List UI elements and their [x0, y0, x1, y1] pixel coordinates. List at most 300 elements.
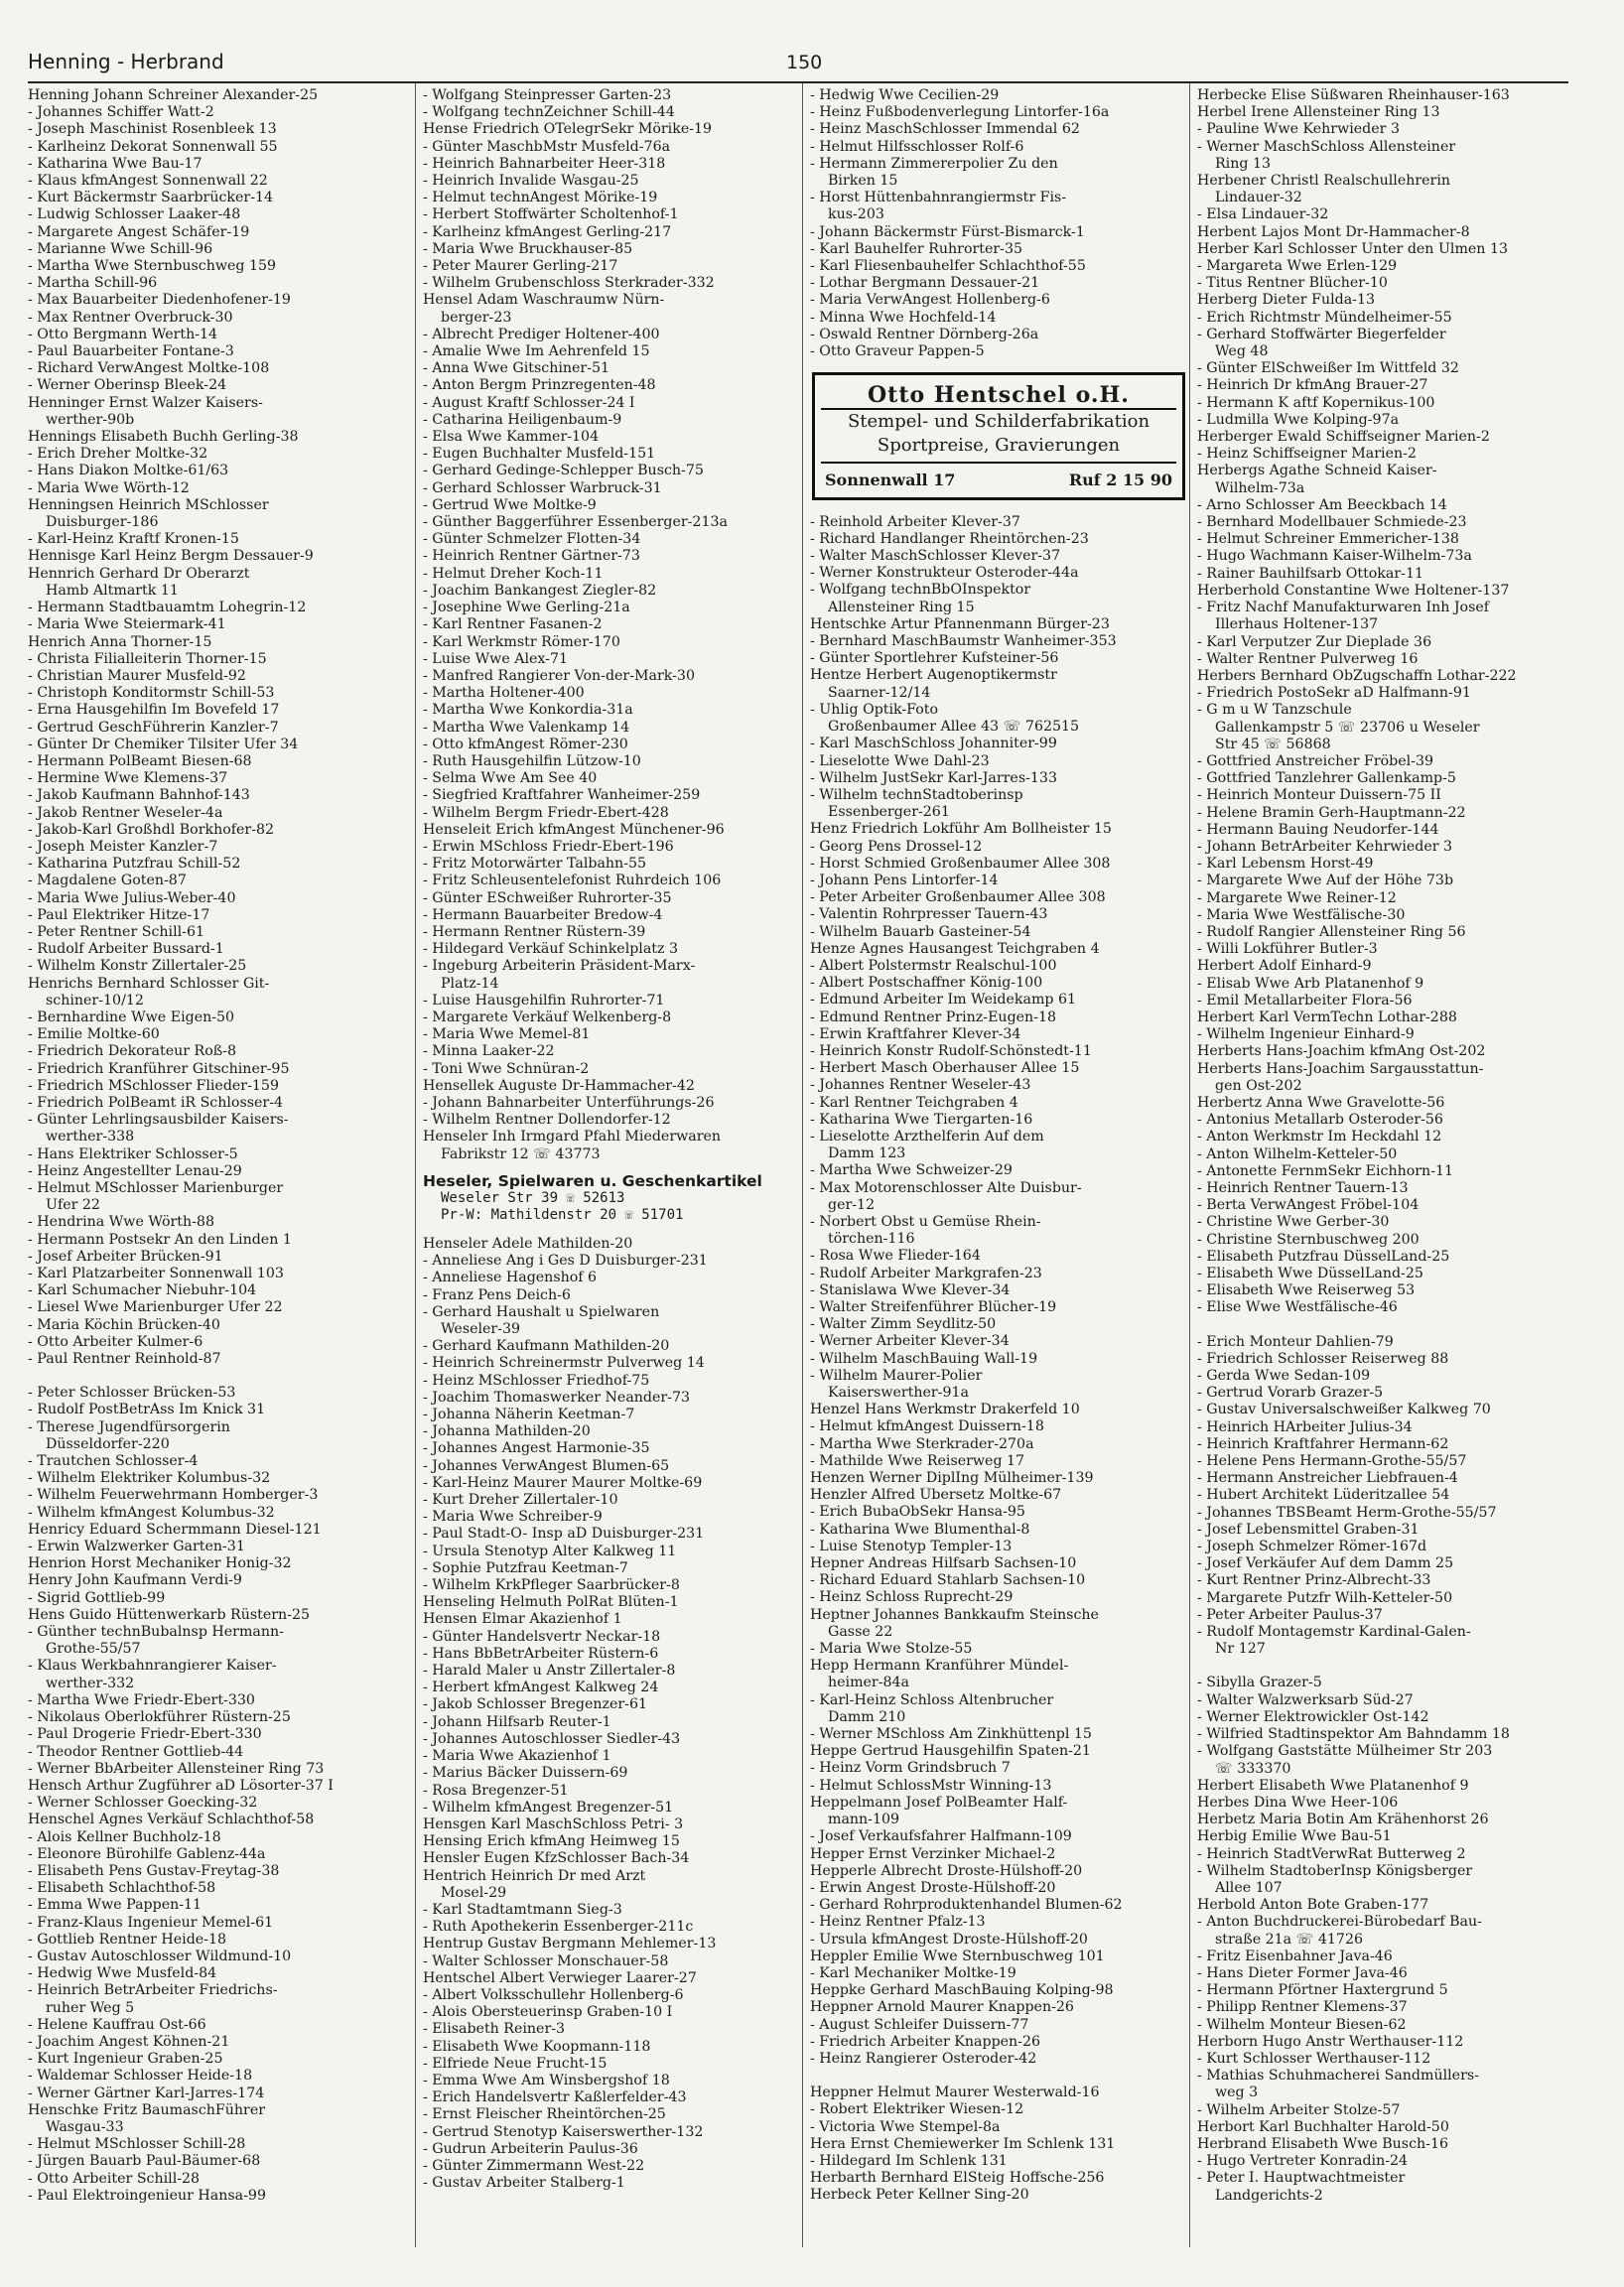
directory-entry: - Ernst Fleischer Rheintörchen-25 — [423, 2106, 666, 2123]
directory-entry: Herbort Karl Buchhalter Harold-50 — [1197, 2118, 1449, 2135]
directory-entry: - Martha Holtener-400 — [423, 685, 585, 702]
directory-entry: - Katharina Wwe Tiergarten-16 — [810, 1111, 1033, 1128]
directory-entry: - Christa Filialleiterin Thorner-15 — [28, 650, 267, 667]
directory-entry: - Wilhelm StadtoberInsp Königsberger — [1197, 1862, 1473, 1879]
directory-entry: Henrichs Bernhard Schlosser Git- — [28, 975, 270, 992]
entry-continuation: Weg 48 — [1215, 343, 1269, 360]
directory-entry: - Paul Elektroingenieur Hansa-99 — [28, 2187, 266, 2204]
directory-entry: - Marianne Wwe Schill-96 — [28, 240, 213, 257]
directory-entry: Hepp Hermann Kranführer Mündel- — [810, 1658, 1069, 1675]
directory-entry: - Josef Lebensmittel Graben-31 — [1197, 1521, 1420, 1538]
directory-entry: - Elsa Lindauer-32 — [1197, 206, 1329, 223]
entry-continuation: Wilhelm-73a — [1215, 479, 1305, 496]
directory-entry: - Hedwig Wwe Cecilien-29 — [810, 87, 1000, 103]
directory-entry: - Heinz Schloss Ruprecht-29 — [810, 1589, 1014, 1606]
directory-entry: - Bernhardine Wwe Eigen-50 — [28, 1009, 235, 1025]
directory-entry: - Gustav Universalschweißer Kalkweg 70 — [1197, 1402, 1491, 1418]
directory-entry: - Wilhelm kfmAngest Bregenzer-51 — [423, 1799, 674, 1816]
entry-continuation: schiner-10/12 — [46, 992, 144, 1009]
directory-entry: Hensing Erich kfmAng Heimweg 15 — [423, 1833, 680, 1850]
directory-entry: - Maria Wwe Schreiber-9 — [423, 1509, 603, 1526]
directory-entry: - Erich Richtmstr Mündelheimer-55 — [1197, 309, 1452, 326]
directory-entry: - Hubert Architekt Lüderitzallee 54 — [1197, 1487, 1450, 1504]
directory-entry: - Josef Arbeiter Brücken-91 — [28, 1248, 223, 1265]
directory-entry: - Gerda Wwe Sedan-109 — [1197, 1368, 1371, 1385]
directory-entry: - Karl Verputzer Zur Dieplade 36 — [1197, 633, 1432, 650]
directory-entry: Henze Agnes Hausangest Teichgraben 4 — [810, 940, 1100, 957]
column-divider — [802, 83, 803, 2247]
directory-entry: - Kurt Rentner Prinz-Albrecht-33 — [1197, 1572, 1431, 1589]
entry-continuation: Gallenkampstr 5 ☏ 23706 u Weseler — [1215, 719, 1480, 736]
directory-entry: - Karl-Heinz Maurer Maurer Moltke-69 — [423, 1474, 703, 1491]
directory-entry: Henseling Helmuth PolRat Blüten-1 — [423, 1594, 679, 1611]
directory-entry: - Margarete Verkäuf Welkenberg-8 — [423, 1009, 672, 1025]
directory-entry: - Johann Hilfsarb Reuter-1 — [423, 1713, 611, 1730]
directory-entry: - Nikolaus Oberlokführer Rüstern-25 — [28, 1709, 291, 1726]
directory-entry: Hensgen Karl MaschSchloss Petri- 3 — [423, 1816, 684, 1832]
directory-entry: - Herbert Masch Oberhauser Allee 15 — [810, 1060, 1080, 1077]
directory-entry: - Wilhelm Grubenschloss Sterkrader-332 — [423, 275, 715, 292]
directory-entry: - Johannes Autoschlosser Siedler-43 — [423, 1730, 681, 1747]
directory-entry: - Peter Maurer Gerling-217 — [423, 258, 618, 275]
ad-address: Sonnenwall 17 — [825, 471, 956, 490]
directory-entry: - Gerhard Kaufmann Mathilden-20 — [423, 1338, 670, 1355]
directory-entry: - Arno Schlosser Am Beeckbach 14 — [1197, 496, 1447, 513]
directory-entry: Hepner Andreas Hilfsarb Sachsen-10 — [810, 1555, 1077, 1572]
directory-entry: - Johann Bäckermstr Fürst-Bismarck-1 — [810, 223, 1085, 240]
directory-entry: - Mathias Schuhmacherei Sandmüllers- — [1197, 2068, 1479, 2085]
directory-entry: - Friedrich PostoSekr aD Halfmann-91 — [1197, 685, 1471, 702]
directory-entry: - Willi Lokführer Butler-3 — [1197, 941, 1378, 958]
directory-entry: - Ludwig Schlosser Laaker-48 — [28, 206, 241, 223]
directory-entry: - Marius Bäcker Duissern-69 — [423, 1765, 628, 1782]
directory-entry: Heppelmann Josef PolBeamter Half- — [810, 1794, 1068, 1811]
directory-entry: - Karl Mechaniker Moltke-19 — [810, 1964, 1016, 1981]
directory-entry: - Luise Wwe Alex-71 — [423, 650, 568, 667]
directory-entry: - Maria Wwe Memel-81 — [423, 1026, 591, 1043]
directory-entry: - Franz-Klaus Ingenieur Memel-61 — [28, 1914, 274, 1931]
column-2-entries-a — [423, 87, 800, 1163]
directory-entry: - Helene Pens Hermann-Grothe-55/57 — [1197, 1453, 1467, 1470]
directory-entry: - Bernhard Modellbauer Schmiede-23 — [1197, 514, 1467, 531]
directory-entry: - Richard VerwAngest Moltke-108 — [28, 360, 270, 377]
directory-entry: - Anneliese Hagenshof 6 — [423, 1270, 598, 1286]
directory-entry: - Johann BetrArbeiter Kehrwieder 3 — [1197, 838, 1453, 855]
directory-entry: - Erich Dreher Moltke-32 — [28, 446, 208, 463]
directory-entry: - Margarete Putzfr Wilh-Ketteler-50 — [1197, 1589, 1453, 1606]
directory-entry: - Helmut SchlossMstr Winning-13 — [810, 1777, 1052, 1794]
directory-column-3 — [810, 87, 1187, 2205]
directory-entry: - Joseph Meister Kanzler-7 — [28, 838, 218, 855]
directory-entry: - Ingeburg Arbeiterin Präsident-Marx- — [423, 958, 696, 975]
directory-entry: - Otto Arbeiter Kulmer-6 — [28, 1333, 203, 1350]
directory-entry: Herbig Emilie Wwe Bau-51 — [1197, 1828, 1392, 1845]
directory-entry: - Martha Wwe Konkordia-31a — [423, 702, 633, 719]
directory-entry: - Heinrich Dr kfmAng Brauer-27 — [1197, 377, 1428, 394]
directory-entry: - Wilhelm Arbeiter Stolze-57 — [1197, 2101, 1401, 2118]
directory-entry: - Werner MaschSchloss Allensteiner — [1197, 138, 1456, 155]
directory-entry: - Werner Schlosser Goecking-32 — [28, 1795, 258, 1812]
directory-entry: - Jakob Kaufmann Bahnhof-143 — [28, 787, 250, 804]
directory-entry: - Elisabeth Schlachthof-58 — [28, 1880, 216, 1897]
directory-entry: - Werner Konstrukteur Osteroder-44a — [810, 565, 1079, 582]
directory-entry: - Uhlig Optik-Foto — [810, 701, 939, 718]
entry-continuation: Kaiserswerther-91a — [828, 1385, 969, 1402]
directory-entry: - Martha Schill-96 — [28, 275, 158, 292]
directory-entry: - Hermann PolBeamt Biesen-68 — [28, 752, 252, 769]
directory-entry: - Ursula Stenotyp Alter Kalkweg 11 — [423, 1543, 677, 1559]
directory-entry: Heppner Arnold Maurer Knappen-26 — [810, 1999, 1074, 2016]
entry-continuation: Grothe-55/57 — [46, 1641, 141, 1658]
entry-continuation: ruher Weg 5 — [46, 1999, 135, 2016]
directory-entry: - Erich Handelsvertr Kaßlerfelder-43 — [423, 2089, 687, 2106]
directory-entry: - Wolfgang technBbOInspektor — [810, 582, 1031, 599]
directory-entry: Hennrich Gerhard Dr Oberarzt — [28, 565, 250, 582]
directory-entry: - Minna Laaker-22 — [423, 1043, 555, 1060]
entry-continuation: törchen-116 — [828, 1231, 915, 1248]
directory-entry: - Elisabeth Wwe Koopmann-118 — [423, 2038, 651, 2055]
directory-entry: - Karlheinz Dekorat Sonnenwall 55 — [28, 138, 278, 155]
directory-entry: - Lothar Bergmann Dessauer-21 — [810, 275, 1040, 292]
directory-entry: - Heinz Fußbodenverlegung Lintorfer-16a — [810, 104, 1110, 121]
directory-entry: - Karl Stadtamtmann Sieg-3 — [423, 1901, 622, 1918]
directory-entry: - Maria Köchin Brücken-40 — [28, 1316, 220, 1333]
entry-continuation: mann-109 — [828, 1812, 900, 1828]
directory-entry: - Paul Rentner Reinhold-87 — [28, 1351, 221, 1368]
directory-entry: - Fritz Nachf Manufakturwaren Inh Josef — [1197, 600, 1490, 616]
directory-entry: - Günter Schmelzer Flotten-34 — [423, 531, 641, 548]
directory-entry: - Horst Schmied Großenbaumer Allee 308 — [810, 855, 1111, 872]
directory-entry: Hensellek Auguste Dr-Hammacher-42 — [423, 1077, 695, 1094]
ad-line: Stempel- und Schilderfabrikation — [847, 411, 1150, 433]
directory-entry: - Martha Wwe Valenkamp 14 — [423, 719, 630, 736]
directory-entry: - Siegfried Kraftfahrer Wanheimer-259 — [423, 787, 701, 804]
directory-entry: - Wolfgang technZeichner Schill-44 — [423, 104, 675, 121]
directory-entry: - August Schleifer Duissern-77 — [810, 2016, 1029, 2033]
directory-entry: Henseleit Erich kfmAngest Münchener-96 — [423, 821, 725, 838]
directory-entry: - Hedwig Wwe Musfeld-84 — [28, 1965, 217, 1982]
directory-entry: - Bernhard MaschBaumstr Wanheimer-353 — [810, 633, 1117, 650]
directory-entry: - Fritz Schleusentelefonist Ruhrdeich 106 — [423, 873, 722, 889]
entry-continuation: Ufer 22 — [46, 1197, 100, 1214]
directory-entry: - Erwin Angest Droste-Hülshoff-20 — [810, 1879, 1056, 1896]
directory-entry: - Günther Baggerführer Essenberger-213a — [423, 514, 728, 531]
directory-entry: - Heinrich Monteur Duissern-75 II — [1197, 787, 1441, 804]
directory-entry: - Heinrich Konstr Rudolf-Schönstedt-11 — [810, 1042, 1092, 1059]
directory-entry: Henseler Inh Irmgard Pfahl Miederwaren — [423, 1129, 722, 1145]
directory-entry: - Christoph Konditormstr Schill-53 — [28, 685, 275, 702]
directory-entry: - Johanna Mathilden-20 — [423, 1423, 591, 1440]
directory-entry: Hentrup Gustav Bergmann Mehlemer-13 — [423, 1936, 717, 1952]
directory-entry: - Gudrun Arbeiterin Paulus-36 — [423, 2140, 638, 2157]
directory-entry: Herbers Bernhard ObZugschaffn Lothar-222 — [1197, 667, 1517, 684]
directory-entry: - Rudolf Montagemstr Kardinal-Galen- — [1197, 1624, 1471, 1641]
directory-entry: - Maria Wwe Stolze-55 — [810, 1641, 973, 1658]
directory-entry: - Paul Elektriker Hitze-17 — [28, 906, 210, 923]
directory-entry: - Hans Dieter Former Java-46 — [1197, 1964, 1408, 1981]
entry-continuation: kus-203 — [828, 206, 884, 223]
entry-continuation: heimer-84a — [828, 1675, 910, 1691]
directory-entry: - Friedrich Dekorateur Roß-8 — [28, 1043, 237, 1060]
directory-entry: - Heinz Rangierer Osteroder-42 — [810, 2050, 1037, 2067]
directory-entry: - Martha Wwe Sterkrader-270a — [810, 1435, 1034, 1452]
directory-entry: - Wilhelm Bauarb Gasteiner-54 — [810, 923, 1031, 940]
directory-entry: Herberts Hans-Joachim Sargausstattun- — [1197, 1060, 1484, 1077]
directory-entry: - Martha Wwe Friedr-Ebert-330 — [28, 1691, 255, 1708]
directory-entry: - Günter Zimmermann West-22 — [423, 2157, 645, 2174]
directory-entry: - Günter ESchweißer Ruhrorter-35 — [423, 889, 672, 906]
entry-continuation: ☏ 333370 — [1215, 1760, 1291, 1777]
directory-entry: - Richard Eduard Stahlarb Sachsen-10 — [810, 1572, 1086, 1589]
directory-entry: - Wilhelm technStadtoberinsp — [810, 786, 1023, 803]
directory-entry: Henschke Fritz BaumaschFührer — [28, 2101, 265, 2118]
directory-entry: - Hermine Wwe Klemens-37 — [28, 770, 228, 787]
directory-entry: - Karlheinz kfmAngest Gerling-217 — [423, 223, 672, 240]
directory-entry: Hentrich Heinrich Dr med Arzt — [423, 1867, 646, 1884]
directory-entry: - Peter Arbeiter Großenbaumer Allee 308 — [810, 889, 1106, 906]
directory-entry: - Alois Obersteuerinsp Graben-10 I — [423, 2004, 673, 2021]
directory-entry: - Peter Arbeiter Paulus-37 — [1197, 1606, 1383, 1623]
directory-entry: Henzler Alfred Übersetz Moltke-67 — [810, 1487, 1062, 1504]
directory-entry: - Johannes Rentner Weseler-43 — [810, 1077, 1031, 1094]
entry-continuation: Platz-14 — [441, 975, 499, 992]
directory-entry: - Wolfgang Gaststätte Mülheimer Str 203 — [1197, 1743, 1493, 1760]
directory-entry: - Hermann Postsekr An den Linden 1 — [28, 1231, 292, 1248]
directory-entry: - Johannes Angest Harmonie-35 — [423, 1440, 650, 1457]
directory-entry: - Emma Wwe Pappen-11 — [28, 1897, 203, 1914]
directory-entry: - Hermann Bauarbeiter Bredow-4 — [423, 906, 663, 923]
directory-entry: - Werner MSchloss Am Zinkhüttenpl 15 — [810, 1726, 1092, 1743]
directory-entry: Hense Friedrich OTelegrSekr Mörike-19 — [423, 121, 713, 138]
directory-entry: - Antonette FernmSekr Eichhorn-11 — [1197, 1162, 1454, 1179]
directory-entry: - Eleonore Bürohilfe Gablenz-44a — [28, 1845, 266, 1862]
column-2-entries-b — [423, 1236, 800, 2192]
directory-entry: - Wilhelm Maurer-Polier — [810, 1367, 983, 1384]
directory-entry: - Gertrud GeschFührerin Kanzler-7 — [28, 719, 279, 736]
column-divider — [1189, 83, 1190, 2247]
directory-entry: Henzen Werner DiplIng Mülheimer-139 — [810, 1470, 1094, 1487]
directory-entry: - Günter Handelsvertr Neckar-18 — [423, 1628, 661, 1645]
directory-entry: - Gerhard Schlosser Warbruck-31 — [423, 479, 662, 496]
directory-entry: - Elisabeth Reiner-3 — [423, 2021, 566, 2038]
business-listing-line: Weseler Str 39 ☏ 52613 — [441, 1190, 625, 1206]
directory-entry: - Wilhelm Bergm Friedr-Ebert-428 — [423, 804, 669, 821]
directory-entry: - Georg Pens Drossel-12 — [810, 838, 983, 855]
directory-entry: - Max Motorenschlosser Alte Duisbur- — [810, 1179, 1082, 1196]
directory-column-2 — [423, 87, 800, 2192]
entry-continuation: werther-332 — [46, 1675, 135, 1691]
directory-entry: - Horst Hüttenbahnrangiermstr Fis- — [810, 190, 1067, 206]
directory-entry: Heppke Gerhard MaschBauing Kolping-98 — [810, 1982, 1114, 1999]
directory-entry: - Titus Rentner Blücher-10 — [1197, 275, 1388, 292]
directory-entry: - Gertrud Vorarb Grazer-5 — [1197, 1385, 1384, 1402]
entry-continuation: Allensteiner Ring 15 — [828, 599, 975, 615]
directory-entry: - Franz Pens Deich-6 — [423, 1286, 571, 1303]
ad-footer — [821, 462, 1176, 488]
directory-entry: - Elisabeth Wwe Reiserweg 53 — [1197, 1282, 1416, 1299]
directory-entry: Hentschel Albert Verwieger Laarer-27 — [423, 1969, 697, 1986]
directory-entry: - Norbert Obst u Gemüse Rhein- — [810, 1213, 1041, 1230]
directory-entry: - Albert Postschaffner König-100 — [810, 975, 1043, 992]
directory-entry: - Katharina Putzfrau Schill-52 — [28, 856, 241, 873]
business-listing-line: Pr-W: Mathildenstr 20 ☏ 51701 — [441, 1207, 684, 1223]
directory-entry: - Harald Maler u Anstr Zillertaler-8 — [423, 1663, 676, 1680]
directory-entry: - G m u W Tanzschule — [1197, 702, 1352, 719]
directory-entry: - Christian Maurer Musfeld-92 — [28, 667, 246, 684]
directory-entry: - Lieselotte Arzthelferin Auf dem — [810, 1128, 1044, 1144]
directory-entry: - Wilhelm Feuerwehrmann Homberger-3 — [28, 1487, 319, 1504]
directory-entry: - Sibylla Grazer-5 — [1197, 1675, 1322, 1691]
directory-entry: - Rudolf PostBetrAss Im Knick 31 — [28, 1402, 266, 1418]
directory-entry: - Otto Bergmann Werth-14 — [28, 326, 218, 342]
directory-entry: - Kurt Schlosser Werthauser-112 — [1197, 2050, 1431, 2067]
directory-entry: - Heinz Vorm Grindsbruch 7 — [810, 1760, 1011, 1777]
directory-entry: - Robert Elektriker Wiesen-12 — [810, 2101, 1024, 2118]
directory-entry: - Gertrud Wwe Moltke-9 — [423, 496, 597, 513]
directory-entry: Henningsen Heinrich MSchlosser — [28, 496, 269, 513]
spacer — [1197, 1317, 1574, 1334]
directory-entry: Herbrand Elisabeth Wwe Busch-16 — [1197, 2135, 1449, 2152]
directory-entry: - Paul Stadt-O- Insp aD Duisburger-231 — [423, 1526, 705, 1543]
directory-entry: - Albert Volksschullehr Hollenberg-6 — [423, 1986, 684, 2003]
entry-continuation: Mosel-29 — [441, 1884, 507, 1901]
directory-entry: - Ludmilla Wwe Kolping-97a — [1197, 411, 1400, 428]
directory-entry: - Anton Bergm Prinzregenten-48 — [423, 377, 656, 394]
directory-entry: - Hermann Bauing Neudorfer-144 — [1197, 821, 1439, 838]
directory-entry: - Elisabeth Wwe DüsselLand-25 — [1197, 1266, 1423, 1282]
directory-entry: - Gertrud Stenotyp Kaiserswerther-132 — [423, 2123, 704, 2140]
directory-entry: - Heinz MSchlosser Friedhof-75 — [423, 1372, 650, 1389]
entry-continuation: Großenbaumer Allee 43 ☏ 762515 — [828, 719, 1080, 736]
directory-entry: Herbarth Bernhard ElSteig Hoffsche-256 — [810, 2170, 1105, 2187]
directory-entry: Herbecke Elise Süßwaren Rheinhauser-163 — [1197, 87, 1510, 103]
directory-entry: Henzel Hans Werkmstr Drakerfeld 10 — [810, 1402, 1080, 1418]
directory-entry: - Johannes VerwAngest Blumen-65 — [423, 1457, 670, 1474]
directory-entry: Hensler Eugen KfzSchlosser Bach-34 — [423, 1850, 690, 1867]
directory-entry: - Rainer Bauhilfsarb Ottokar-11 — [1197, 565, 1423, 582]
directory-entry: - Anna Wwe Gitschiner-51 — [423, 360, 610, 377]
directory-entry: - Anton Werkmstr Im Heckdahl 12 — [1197, 1129, 1442, 1145]
directory-entry: - Gerhard Gedinge-Schlepper Busch-75 — [423, 463, 704, 479]
directory-entry: - Hermann Rentner Rüstern-39 — [423, 923, 646, 940]
directory-entry: - Max Bauarbeiter Diedenhofener-19 — [28, 292, 291, 309]
directory-entry: Herberhold Constantine Wwe Holtener-137 — [1197, 582, 1510, 599]
entry-continuation: Duisburger-186 — [46, 514, 159, 531]
directory-entry: - Helmut technAngest Mörike-19 — [423, 190, 658, 206]
directory-entry: - Maria Wwe Julius-Weber-40 — [28, 889, 236, 906]
directory-entry: - Anton Buchdruckerei-Bürobedarf Bau- — [1197, 1914, 1482, 1931]
directory-entry: - Valentin Rohrpresser Tauern-43 — [810, 906, 1048, 923]
directory-entry: - Berta VerwAngest Fröbel-104 — [1197, 1197, 1420, 1214]
running-head: Henning - Herbrand — [28, 50, 224, 73]
directory-entry: - Friedrich Schlosser Reiserweg 88 — [1197, 1350, 1449, 1367]
directory-entry: - Pauline Wwe Kehrwieder 3 — [1197, 121, 1400, 138]
directory-entry: Herbergs Agathe Schneid Kaiser- — [1197, 463, 1437, 479]
directory-column-1 — [28, 87, 405, 2205]
directory-entry: - Hermann Zimmererpolier Zu den — [810, 155, 1058, 172]
directory-entry: - Wilfried Stadtinspektor Am Bahndamm 18 — [1197, 1726, 1510, 1743]
directory-entry: Hensel Adam Waschraumw Nürn- — [423, 292, 665, 309]
directory-entry: - Joseph Maschinist Rosenbleek 13 — [28, 121, 277, 138]
directory-entry: - Eugen Buchhalter Musfeld-151 — [423, 446, 656, 463]
directory-entry: - Heinrich Rentner Gärtner-73 — [423, 548, 640, 565]
directory-entry: - Lieselotte Wwe Dahl-23 — [810, 752, 990, 769]
directory-entry: - Heinrich Kraftfahrer Hermann-62 — [1197, 1435, 1449, 1452]
directory-entry: - Elisabeth Pens Gustav-Freytag-38 — [28, 1862, 280, 1879]
directory-entry: - Johannes Schiffer Watt-2 — [28, 104, 214, 121]
directory-entry: - Margarete Angest Schäfer-19 — [28, 223, 250, 240]
directory-entry: - Josef Verkäufer Auf dem Damm 25 — [1197, 1555, 1454, 1572]
entry-continuation: Weseler-39 — [441, 1321, 521, 1338]
directory-entry: Herbes Dina Wwe Heer-106 — [1197, 1794, 1399, 1811]
spacer — [810, 2068, 1187, 2085]
directory-entry: - Karl-Heinz Kraftf Kronen-15 — [28, 531, 239, 548]
entry-continuation: Gasse 22 — [828, 1623, 893, 1640]
entry-continuation: weg 3 — [1215, 2085, 1259, 2101]
directory-entry: - Reinhold Arbeiter Klever-37 — [810, 513, 1020, 530]
entry-continuation: Damm 123 — [828, 1145, 906, 1162]
directory-entry: - Werner Elektrowickler Ost-142 — [1197, 1708, 1429, 1725]
directory-entry: - Herbert Stoffwärter Scholtenhof-1 — [423, 206, 679, 223]
directory-entry: - Catharina Heiligenbaum-9 — [423, 411, 622, 428]
entry-continuation: Allee 107 — [1215, 1879, 1283, 1896]
directory-entry: - Wilhelm kfmAngest Kolumbus-32 — [28, 1504, 275, 1521]
directory-entry: - Albrecht Prediger Holtener-400 — [423, 326, 660, 342]
directory-entry: - Martha Wwe Sternbuschweg 159 — [28, 258, 277, 275]
directory-entry: Herbeck Peter Kellner Sing-20 — [810, 2187, 1029, 2204]
directory-entry: - Josef Verkaufsfahrer Halfmann-109 — [810, 1828, 1072, 1845]
directory-entry: - Karl Schumacher Niebuhr-104 — [28, 1282, 257, 1299]
directory-entry: - Erwin Walzwerker Garten-31 — [28, 1539, 245, 1555]
entry-continuation: Essenberger-261 — [828, 804, 950, 821]
entry-continuation: straße 21a ☏ 41726 — [1215, 1931, 1364, 1948]
directory-entry: - Elisab Wwe Arb Platanenhof 9 — [1197, 975, 1424, 992]
directory-entry: - Heinrich HArbeiter Julius-34 — [1197, 1418, 1413, 1435]
page-number: 150 — [786, 52, 823, 73]
directory-entry: - Helmut MSchlosser Marienburger — [28, 1180, 284, 1196]
directory-entry: - Heinz MaschSchlosser Immendal 62 — [810, 121, 1080, 138]
directory-entry: - Heinrich BetrArbeiter Friedrichs- — [28, 1982, 278, 1999]
directory-entry: - Margareta Wwe Erlen-129 — [1197, 258, 1398, 275]
directory-entry: Hera Ernst Chemiewerker Im Schlenk 131 — [810, 2135, 1116, 2152]
directory-entry: - Elfriede Neue Frucht-15 — [423, 2055, 608, 2072]
column-divider — [415, 83, 416, 2247]
directory-entry: - Paul Bauarbeiter Fontane-3 — [28, 343, 234, 360]
directory-entry: - Hermann Pförtner Haxtergrund 5 — [1197, 1982, 1448, 1999]
directory-entry: - Otto kfmAngest Römer-230 — [423, 736, 628, 752]
directory-entry: - Günter ElSchweißer Im Wittfeld 32 — [1197, 360, 1459, 377]
directory-entry: - Helmut Schreiner Emmericher-138 — [1197, 531, 1459, 548]
directory-entry: - Heinz Rentner Pfalz-13 — [810, 1914, 986, 1931]
directory-entry: - Helene Kauffrau Ost-66 — [28, 2016, 206, 2033]
directory-entry: - Gerhard Haushalt u Spielwaren — [423, 1303, 660, 1320]
directory-entry: - Hugo Wachmann Kaiser-Wilhelm-73a — [1197, 548, 1472, 565]
directory-entry: - Rosa Wwe Flieder-164 — [810, 1248, 981, 1265]
directory-entry: - Jakob Rentner Weseler-4a — [28, 804, 223, 821]
entry-continuation: berger-23 — [441, 309, 512, 326]
directory-entry: - Hermann Stadtbauamtm Lohegrin-12 — [28, 600, 307, 616]
spacer — [28, 1368, 405, 1385]
entry-continuation: werther-90b — [46, 411, 135, 428]
directory-entry: Henry John Kaufmann Verdi-9 — [28, 1572, 242, 1589]
directory-entry: Herborn Hugo Anstr Werthauser-112 — [1197, 2033, 1464, 2050]
directory-entry: - Sophie Putzfrau Keetman-7 — [423, 1559, 628, 1576]
directory-entry: - Maria VerwAngest Hollenberg-6 — [810, 292, 1050, 309]
directory-entry: - Philipp Rentner Klemens-37 — [1197, 1999, 1408, 2016]
directory-entry: Heppe Gertrud Hausgehilfin Spaten-21 — [810, 1743, 1091, 1760]
directory-entry: - Wilhelm Rentner Dollendorfer-12 — [423, 1112, 671, 1129]
directory-entry: - Günter Lehrlingsausbilder Kaisers- — [28, 1112, 289, 1129]
